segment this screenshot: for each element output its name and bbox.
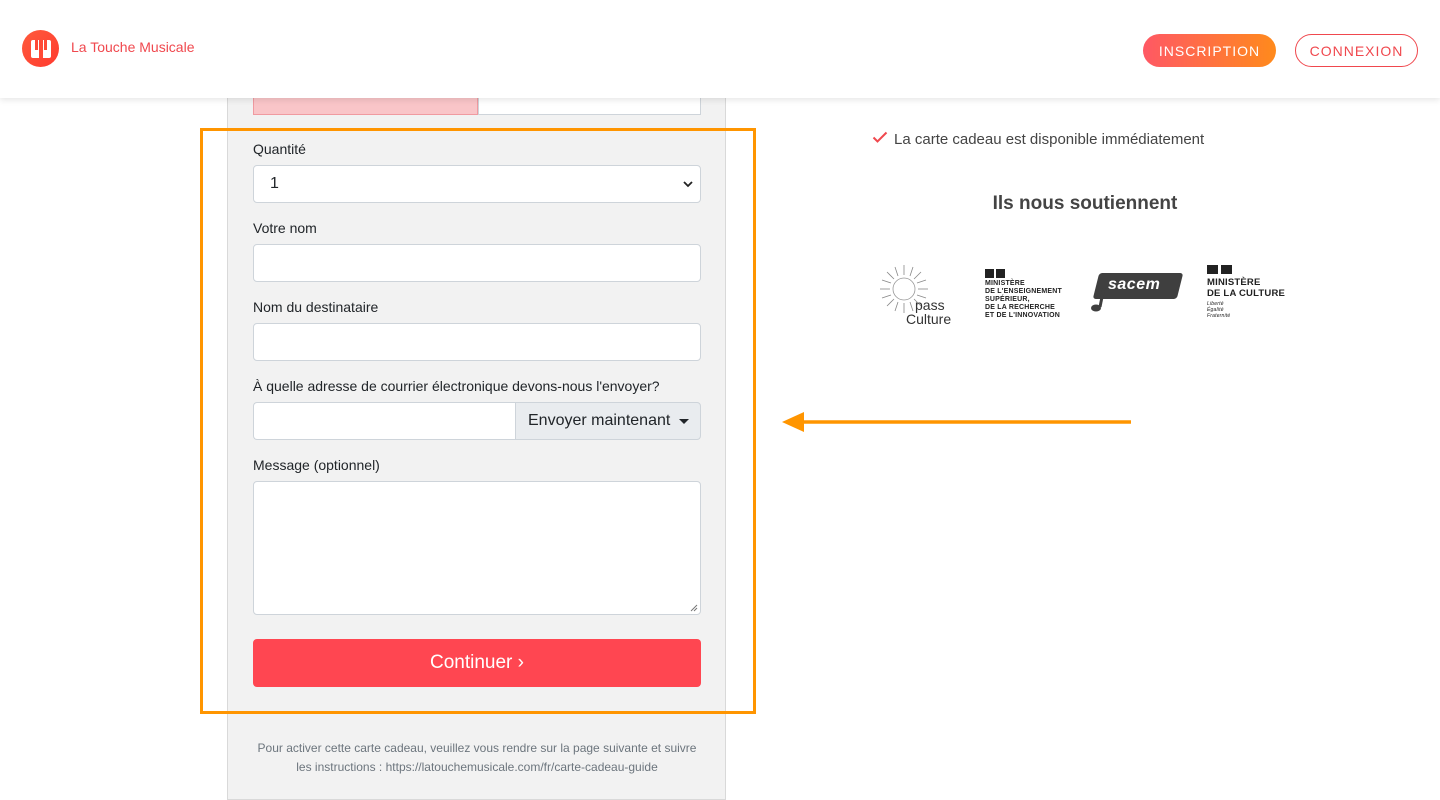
quantity-value: 1	[270, 175, 279, 192]
previous-field-row	[253, 98, 701, 116]
ministry-culture-logo	[1207, 257, 1297, 333]
message-label: Message (optionnel)	[253, 457, 380, 473]
brand-logo-link[interactable]	[22, 30, 194, 67]
recipient-name-input[interactable]	[253, 323, 701, 361]
ministry-line-3: SUPÉRIEUR,	[985, 296, 1030, 303]
resize-grip-icon[interactable]	[688, 602, 698, 612]
marianne-icon	[985, 269, 1005, 278]
top-header	[0, 0, 1440, 98]
signup-button[interactable]: INSCRIPTION	[1143, 34, 1276, 67]
pass-culture-logo	[876, 257, 968, 333]
motto-line-3: Fraternité	[1207, 313, 1231, 319]
your-name-input[interactable]	[253, 244, 701, 282]
message-textarea[interactable]	[253, 481, 701, 615]
pass-culture-line1: pass	[915, 297, 945, 313]
caret-down-icon	[679, 419, 689, 424]
previous-field-error[interactable]	[253, 98, 478, 115]
recipient-name-label: Nom du destinataire	[253, 299, 379, 315]
supporters-heading: Ils nous soutiennent	[992, 193, 1178, 214]
motto-line-1: Liberté	[1207, 301, 1224, 307]
marianne-icon	[1207, 265, 1233, 274]
ministry-line-4: DE LA RECHERCHE	[985, 304, 1056, 311]
ministry-line-5: ET DE L'INNOVATION	[985, 312, 1061, 319]
login-button[interactable]: CONNEXION	[1295, 34, 1418, 67]
previous-field-input[interactable]	[478, 98, 701, 115]
quantity-select[interactable]	[253, 165, 701, 203]
sacem-label: sacem	[1108, 276, 1161, 293]
piano-logo-icon	[22, 30, 59, 67]
culture-line-1: MINISTÈRE	[1207, 277, 1261, 288]
your-name-label: Votre nom	[253, 220, 317, 236]
continue-button[interactable]: Continuer ›	[253, 639, 701, 687]
activation-instructions: Pour activer cette carte cadeau, veuillez vous rendre sur la page suivante et suivre les instructions : https://latouchemusicale.com/fr/carte-cadeau-guide	[257, 741, 697, 774]
check-icon	[872, 131, 888, 144]
motto-line-2: Égalité	[1207, 307, 1224, 313]
brand-name: La Touche Musicale	[71, 38, 195, 55]
ministry-line-1: MINISTÈRE	[985, 280, 1025, 287]
partner-logos	[876, 257, 1296, 333]
pass-culture-line2: Culture	[906, 311, 952, 327]
availability-note	[872, 131, 1204, 148]
availability-text: La carte cadeau est disponible immédiatement	[894, 131, 1205, 148]
culture-line-2: DE LA CULTURE	[1207, 288, 1286, 299]
ministry-higher-education-logo	[985, 257, 1075, 333]
chevron-down-icon	[682, 178, 694, 190]
ministry-line-2: DE L'ENSEIGNEMENT	[985, 288, 1063, 295]
arrow-left-icon	[780, 408, 1135, 436]
sacem-logo	[1090, 257, 1182, 333]
quantity-label: Quantité	[253, 141, 306, 157]
email-input[interactable]	[253, 402, 516, 440]
email-label: À quelle adresse de courrier électronique devons-nous l'envoyer?	[253, 378, 660, 394]
send-timing-dropdown[interactable]	[515, 402, 701, 440]
send-timing-label: Envoyer maintenant	[528, 412, 671, 429]
email-input-group	[253, 402, 701, 440]
